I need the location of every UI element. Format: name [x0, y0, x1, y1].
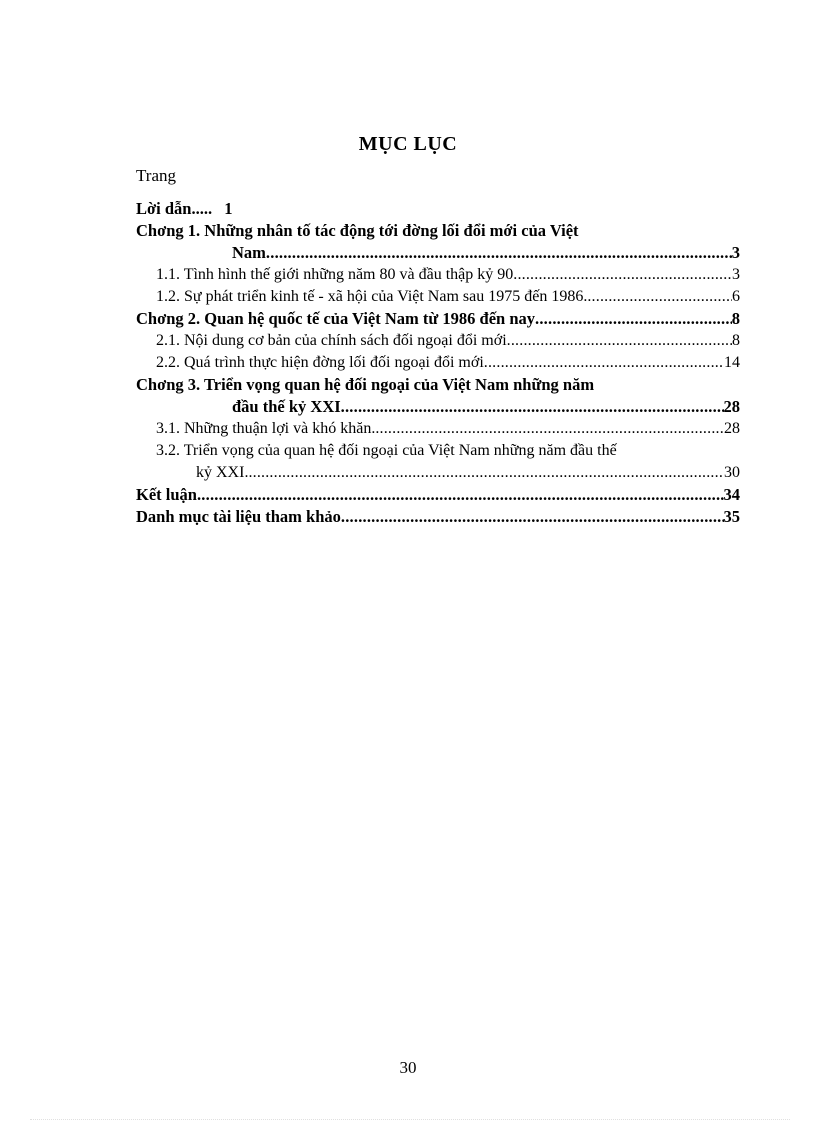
dot-leader: [248, 462, 724, 484]
dot-leader: [197, 484, 724, 506]
toc-entry-page: 1: [224, 199, 233, 218]
toc-entry-text: 3.2. Triển vọng của quan hệ đối ngoại của Việt Nam những năm đầu thế: [156, 442, 617, 459]
toc-entry-text: Kết luận: [136, 485, 197, 504]
toc-chapter-1-line2[interactable]: [136, 242, 740, 264]
toc-section-3-1[interactable]: [136, 418, 740, 440]
toc-entry-page: 28: [724, 420, 740, 437]
toc-entry-text: Nam: [232, 243, 266, 262]
toc-entry-text: Chơng 2. Quan hệ quốc tế của Việt Nam từ 1986 đến nay: [136, 309, 536, 328]
toc-section-2-1[interactable]: [136, 330, 740, 352]
toc-entry-text: 1.1. Tình hình thế giới những năm 80 và đầu thập kỷ 90: [156, 266, 514, 283]
dot-leader: [507, 330, 732, 352]
toc-entry-text: 1.2. Sự phát triển kinh tế - xã hội của Việt Nam sau 1975 đến 1986.: [156, 288, 588, 305]
dot-leader: [341, 396, 724, 418]
toc-entry-text: đầu thế kỷ XXI: [232, 397, 341, 416]
toc-entry-text: 2.2. Quá trình thực hiện đờng lối đối ngoại đổi mới: [156, 354, 484, 371]
page-number: 30: [399, 1058, 417, 1077]
dot-leader: [535, 308, 732, 330]
toc-chapter-3-line1[interactable]: [136, 374, 740, 396]
table-of-contents: [136, 198, 740, 528]
toc-entry-page: 30: [724, 464, 740, 481]
page-column-label: Trang: [136, 166, 176, 185]
dot-leader: [266, 242, 732, 264]
toc-entry-page: 3: [731, 243, 740, 262]
toc-entry-text: Chơng 1. Những nhân tố tác động tới đờng lối đổi mới của Việt: [136, 221, 579, 240]
dot-leader: [375, 418, 724, 440]
toc-entry-text: 3.1. Những thuận lợi và khó khăn.: [156, 420, 376, 437]
toc-section-1-2[interactable]: [136, 286, 740, 308]
dot-leader: [513, 264, 732, 286]
toc-entry-page: 8: [731, 309, 740, 328]
dot-leader: [587, 286, 732, 308]
toc-entry-intro[interactable]: [136, 198, 740, 220]
toc-entry-page: 8: [732, 332, 740, 349]
toc-entry-text: Chơng 3. Triển vọng quan hệ đối ngoại của Việt Nam những năm: [136, 375, 595, 394]
toc-section-3-2-line2[interactable]: [136, 462, 740, 484]
toc-section-2-2[interactable]: [136, 352, 740, 374]
toc-entry-conclusion[interactable]: [136, 484, 740, 506]
dot-leader: [484, 352, 724, 374]
toc-entry-page: 28: [723, 397, 740, 416]
page-bottom-divider: [30, 1119, 790, 1120]
toc-entry-page: 3: [732, 266, 740, 283]
toc-section-3-2-line1[interactable]: [136, 440, 740, 462]
page-title: MỤC LỤC: [358, 133, 458, 155]
toc-chapter-3-line2[interactable]: [136, 396, 740, 418]
toc-entry-text: 2.1. Nội dung cơ bản của chính sách đối ngoại đổi mới: [156, 332, 507, 349]
dot-leader: [341, 506, 724, 528]
toc-entry-text: Danh mục tài liệu tham khảo: [136, 507, 341, 526]
toc-chapter-1-line1[interactable]: [136, 220, 740, 242]
toc-entry-text: Lời dẫn.....: [136, 199, 213, 218]
toc-entry-page: 6: [732, 288, 740, 305]
toc-entry-references[interactable]: [136, 506, 740, 528]
toc-entry-text: kỷ XXI.: [196, 464, 249, 481]
toc-chapter-2[interactable]: [136, 308, 740, 330]
toc-entry-page: 35: [723, 507, 740, 526]
toc-entry-page: 14: [724, 354, 740, 371]
toc-entry-page: 34: [723, 485, 740, 504]
toc-section-1-1[interactable]: [136, 264, 740, 286]
